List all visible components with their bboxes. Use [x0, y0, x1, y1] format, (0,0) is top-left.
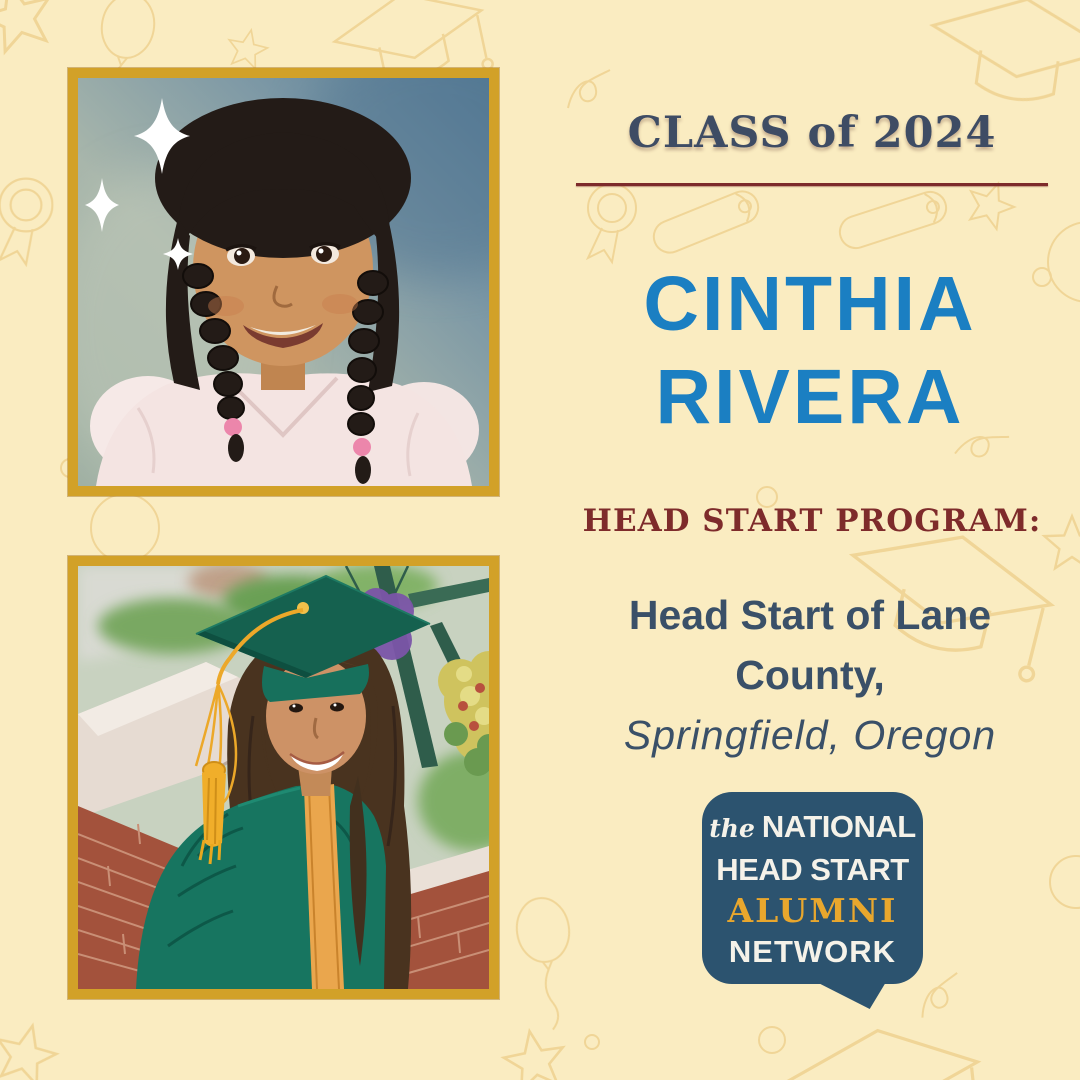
childhood-photo	[78, 78, 489, 486]
logo-line-national	[709, 806, 916, 849]
program-heading: HEAD START PROGRAM:	[582, 503, 1042, 539]
program-details	[540, 585, 1080, 765]
class-of-heading: CLASS of 2024	[627, 108, 997, 158]
logo-the: the	[709, 814, 755, 843]
childhood-photo-frame	[68, 68, 499, 496]
graduate-last-name: RIVERA	[655, 354, 965, 440]
graduation-photo-frame	[68, 556, 499, 999]
logo-line-alumni: ALUMNI	[727, 891, 898, 930]
program-name-line2: County,	[735, 652, 885, 698]
maroon-divider-line	[576, 183, 1048, 186]
logo-line-network: NETWORK	[728, 934, 897, 969]
program-name-line1: Head Start of Lane	[628, 592, 992, 638]
logo-line-head-start: HEAD START	[716, 852, 909, 887]
logo-national: NATIONAL	[761, 809, 916, 844]
graduate-name	[540, 258, 1080, 444]
head-start-alumni-network-logo	[702, 792, 923, 984]
program-location: Springfield, Oregon	[623, 712, 997, 758]
graduation-photo	[78, 566, 489, 989]
graduate-first-name: CINTHIA	[643, 261, 977, 347]
